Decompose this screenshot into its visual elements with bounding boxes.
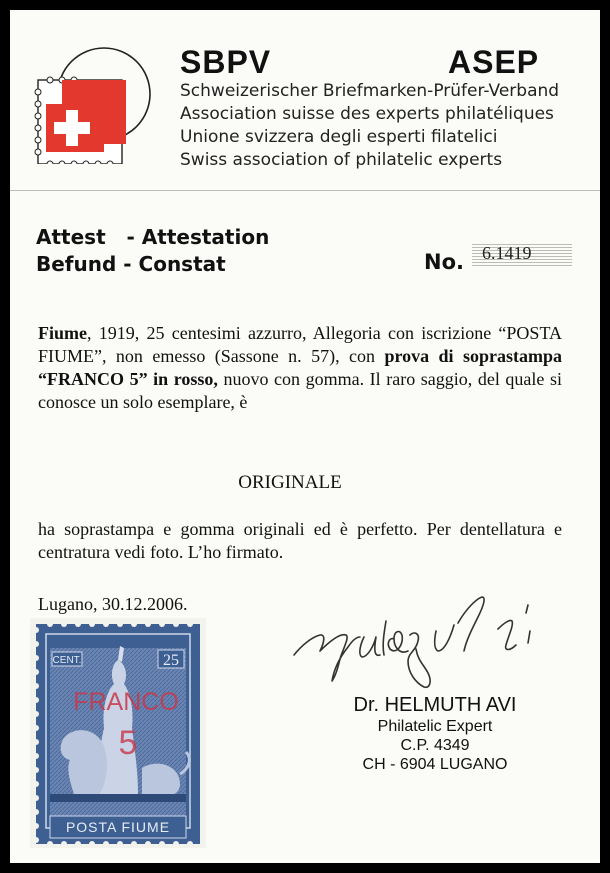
header-divider [10, 190, 600, 191]
stamp-overprint-number: 5 [118, 724, 138, 762]
condition-paragraph: ha soprastampa e gomma originali ed è perfetto. Per dentellatura e centratura vedi foto. L’ho firmato. [38, 519, 562, 562]
expert-address: CH - 6904 LUGANO [362, 756, 508, 773]
stamp-cent-label: CENT. [52, 655, 82, 666]
place-and-date: Lugano, 30.12.2006. [38, 594, 188, 614]
description-paragraph [38, 322, 562, 414]
swiss-cross-stamp-logo [32, 42, 154, 164]
certificate-number-label: No. [424, 250, 464, 274]
title-line-2: Befund - Constat [36, 252, 226, 276]
verdict: ORIGINALE [238, 472, 342, 493]
organization-names [180, 80, 559, 172]
handwritten-signature [290, 585, 560, 695]
org-name-english: Swiss association of philatelic experts [180, 150, 503, 170]
expert-po-box: C.P. 4349 [400, 737, 470, 754]
description-bold-overprint: prova di soprastampa “FRANCO 5” in rosso, [38, 346, 562, 389]
certificate-number: 6.1419 [482, 243, 532, 263]
stamp-overprint-word: FRANCO [73, 688, 179, 716]
stamp-image [30, 618, 206, 848]
certificate-sheet [10, 10, 600, 863]
document-title [36, 224, 269, 278]
org-name-german: Schweizerischer Briefmarken-Prüfer-Verband [180, 81, 560, 101]
description-bold-place: Fiume [38, 323, 87, 343]
stamp-bottom-label: POSTA FIUME [65, 819, 171, 835]
expert-title: Philatelic Expert [377, 718, 493, 735]
expert-details [340, 694, 530, 774]
org-name-french: Association suisse des experts philatéliques [180, 104, 554, 124]
title-line-1: Attest - Attestation [36, 225, 270, 249]
description-text-1: , 1919, 25 centesimi azzurro, Allegoria con iscrizione “POSTA FIUME”, non emesso (Sassone n. 57), con [38, 323, 562, 366]
description-text-2: nuovo con gomma. Il raro saggio, del quale si conosce un solo esemplare, è [38, 369, 562, 412]
org-abbreviation-fr: ASEP [448, 44, 540, 80]
stamp-value: 25 [163, 652, 179, 669]
expert-name: Dr. HELMUTH AVI [353, 694, 517, 716]
org-name-italian: Unione svizzera degli esperti filatelici [180, 127, 498, 147]
org-abbreviation-de: SBPV [180, 44, 272, 80]
